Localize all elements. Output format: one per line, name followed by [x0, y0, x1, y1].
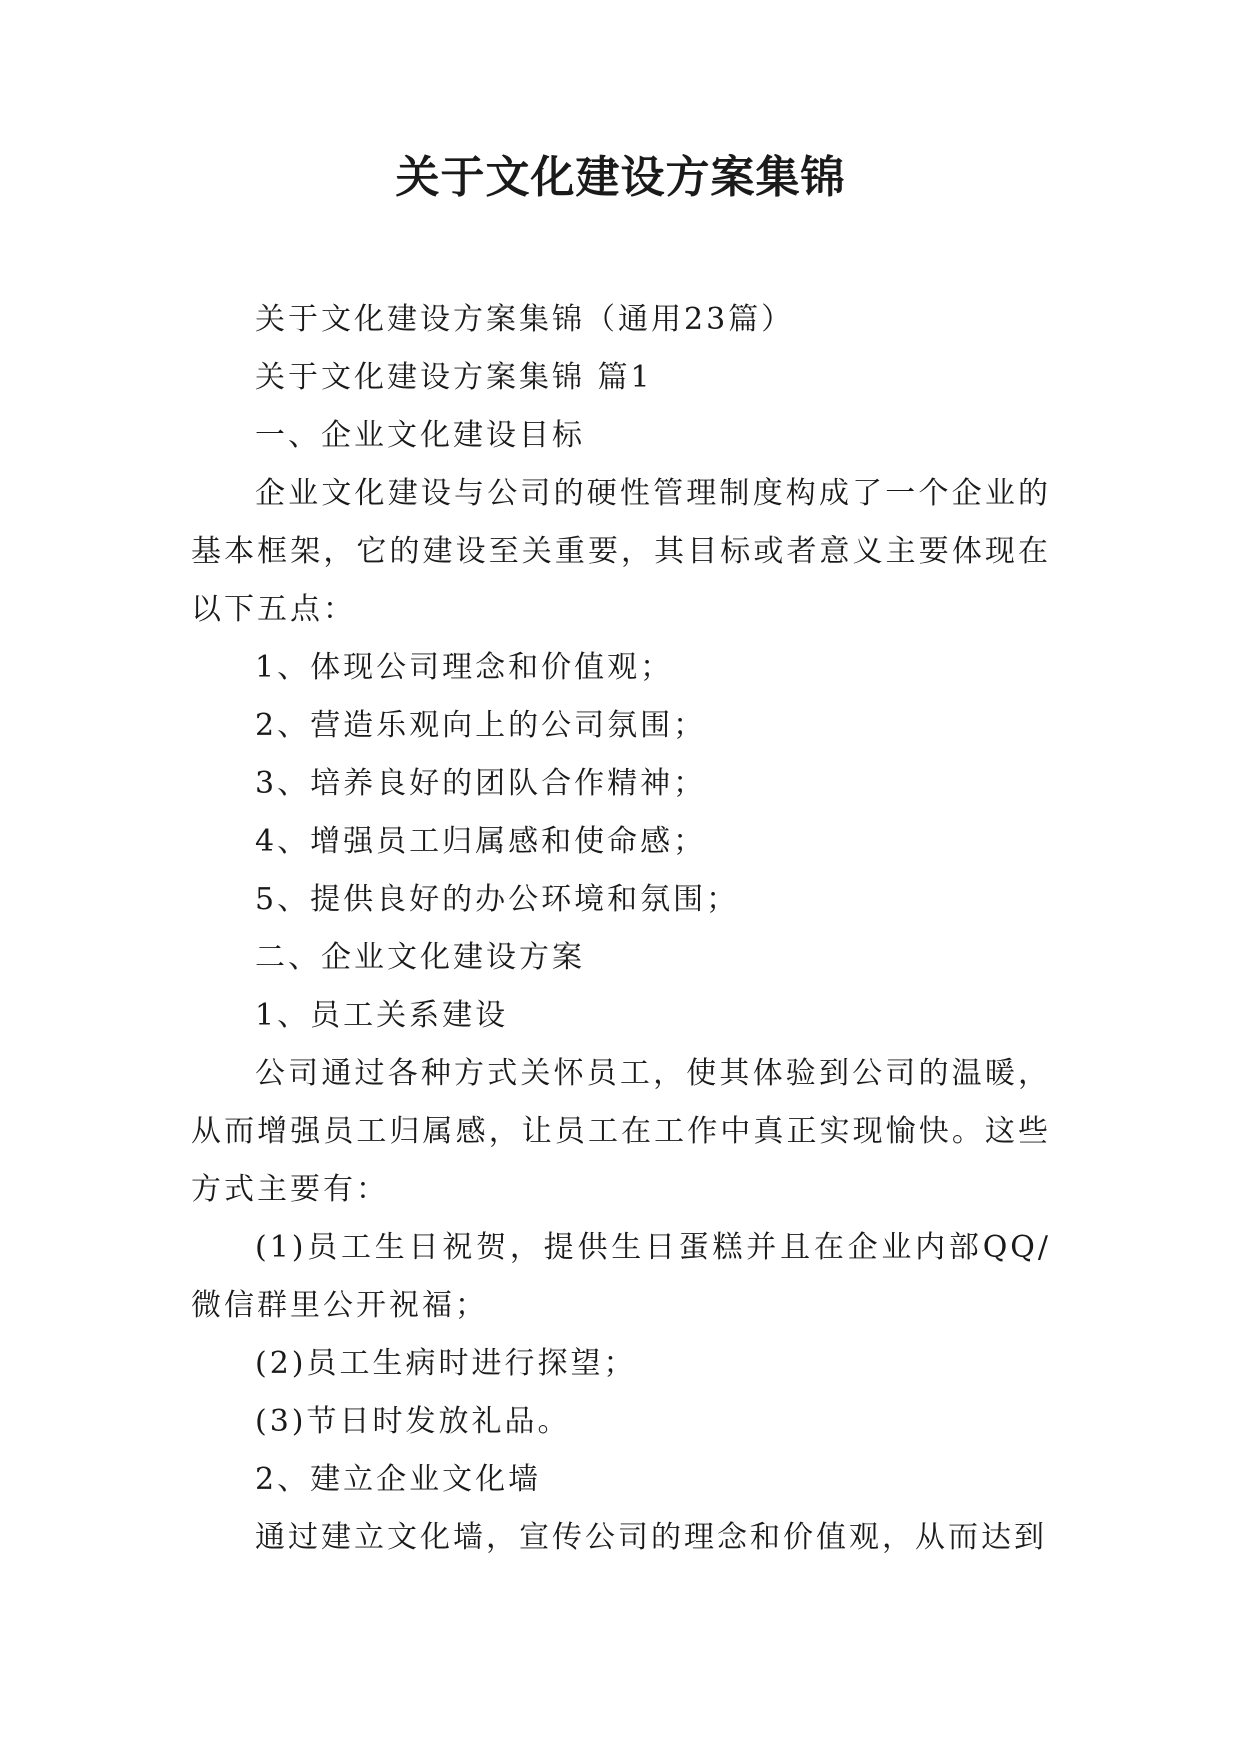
- list-item: 5、提供良好的办公环境和氛围；: [255, 882, 740, 917]
- list-item: 2、营造乐观向上的公司氛围；: [255, 708, 707, 743]
- list-item: (2)员工生病时进行探望；: [255, 1346, 637, 1381]
- section-heading: 一、企业文化建设目标: [255, 418, 585, 453]
- list-item: (3)节日时发放礼品。: [255, 1404, 571, 1439]
- list-item: (1)员工生日祝贺，提供生日蛋糕并且在企业内部QQ/微信群里公开祝福；: [191, 1230, 1051, 1323]
- paragraph: 关于文化建设方案集锦（通用23篇）: [255, 302, 795, 337]
- paragraph: 企业文化建设与公司的硬性管理制度构成了一个企业的基本框架，它的建设至关重要，其目标或者意义主要体现在以下五点：: [191, 476, 1051, 627]
- list-item: 1、体现公司理念和价值观；: [255, 650, 674, 685]
- paragraph: 关于文化建设方案集锦 篇1: [255, 360, 653, 395]
- section-heading: 二、企业文化建设方案: [255, 940, 585, 975]
- list-item: 4、增强员工归属感和使命感；: [255, 824, 707, 859]
- paragraph: 公司通过各种方式关怀员工，使其体验到公司的温暖，从而增强员工归属感，让员工在工作中真正实现愉快。这些方式主要有：: [191, 1056, 1051, 1207]
- document-title: 关于文化建设方案集锦: [395, 152, 846, 203]
- subsection-heading: 1、员工关系建设: [255, 998, 509, 1033]
- subsection-heading: 2、建立企业文化墙: [255, 1462, 542, 1497]
- list-item: 3、培养良好的团队合作精神；: [255, 766, 707, 801]
- document-body: [191, 291, 1051, 1567]
- paragraph: 通过建立文化墙，宣传公司的理念和价值观，从而达到: [255, 1520, 1047, 1555]
